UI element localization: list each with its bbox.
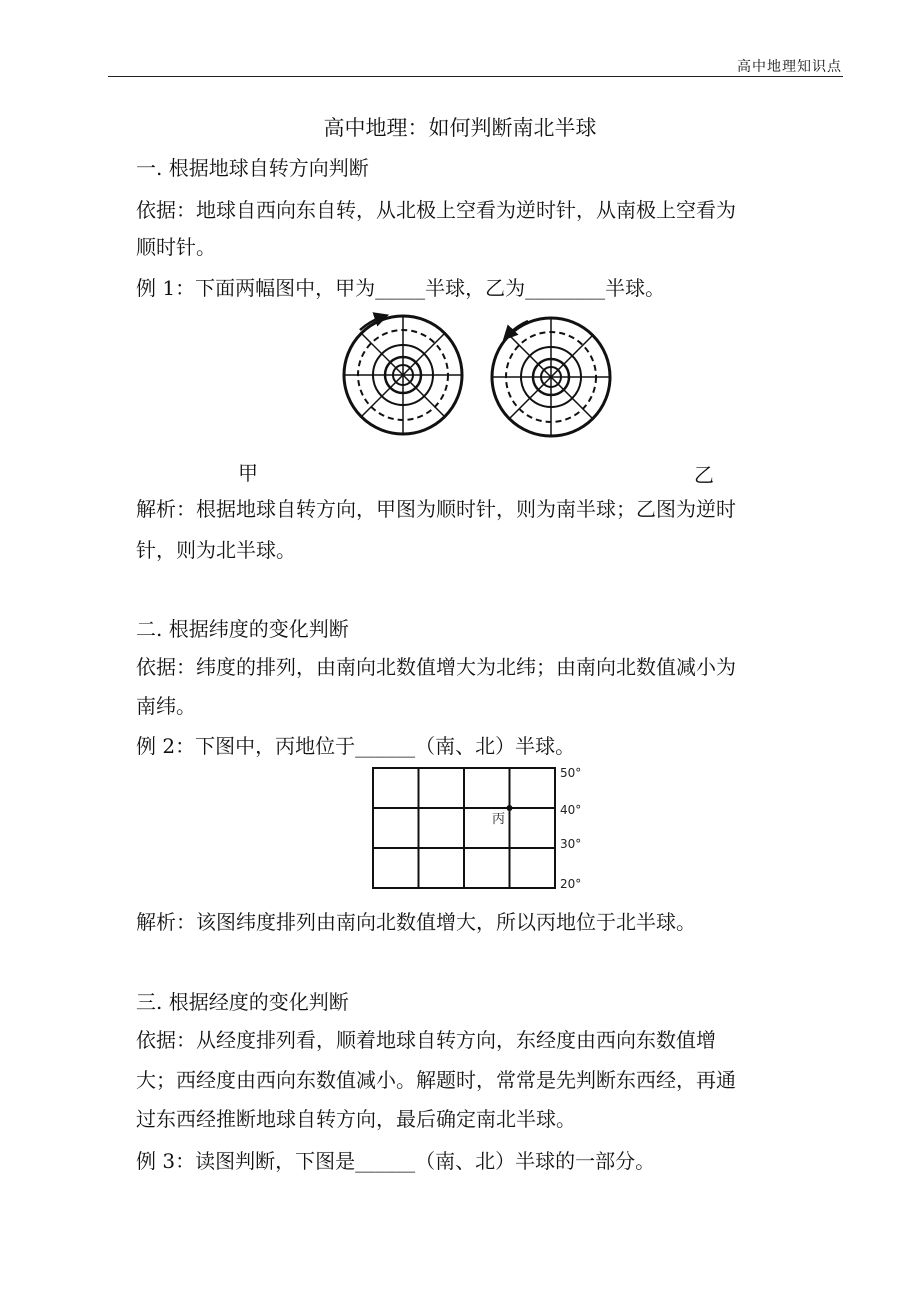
section2-basis-line2: 南纬。 — [136, 694, 196, 718]
section1-analysis-line1: 解析：根据地球自转方向，甲图为顺时针，则为南半球；乙图为逆时 — [136, 497, 736, 521]
section2-basis-line1: 依据：纬度的排列，由南向北数值增大为北纬；由南向北数值减小为 — [136, 655, 736, 679]
section1-basis-line1: 依据：地球自西向东自转，从北极上空看为逆时针，从南极上空看为 — [136, 198, 736, 222]
figure-label-yi: 乙 — [694, 463, 714, 487]
rotation-diagrams — [330, 305, 630, 450]
diagram-jia — [344, 316, 462, 434]
example1-question: 例 1：下面两幅图中，甲为_____半球，乙为________半球。 — [136, 276, 666, 300]
lat-label-30: 30° — [560, 837, 582, 851]
lat-label-20: 20° — [560, 877, 582, 891]
section3-heading: 三. 根据经度的变化判断 — [136, 990, 349, 1014]
page-title: 高中地理：如何判断南北半球 — [323, 116, 597, 140]
example2-question: 例 2：下图中，丙地位于______（南、北）半球。 — [136, 734, 576, 758]
section3-basis-line1: 依据：从经度排列看，顺着地球自转方向，东经度由西向东数值增 — [136, 1028, 716, 1052]
section1-heading: 一. 根据地球自转方向判断 — [136, 156, 369, 180]
section1-analysis-line2: 针，则为北半球。 — [136, 538, 296, 562]
point-bing — [507, 805, 513, 811]
figure-label-jia: 甲 — [238, 461, 258, 485]
section2-heading: 二. 根据纬度的变化判断 — [136, 617, 349, 641]
diagram-yi — [492, 318, 610, 436]
section2-analysis: 解析：该图纬度排列由南向北数值增大，所以丙地位于北半球。 — [136, 910, 696, 934]
lat-label-40: 40° — [560, 803, 582, 817]
header-divider — [108, 76, 843, 77]
section1-basis-line2: 顺时针。 — [136, 235, 216, 259]
lat-label-50: 50° — [560, 766, 582, 780]
example3-question: 例 3：读图判断，下图是______（南、北）半球的一部分。 — [136, 1149, 656, 1173]
section3-basis-line3: 过东西经推断地球自转方向，最后确定南北半球。 — [136, 1107, 576, 1131]
grid-point-label: 丙 — [492, 812, 506, 827]
latitude-grid — [365, 762, 595, 896]
section3-basis-line2: 大；西经度由西向东数值减小。解题时，常常是先判断东西经，再通 — [136, 1068, 736, 1092]
page-header: 高中地理知识点 — [737, 59, 842, 75]
